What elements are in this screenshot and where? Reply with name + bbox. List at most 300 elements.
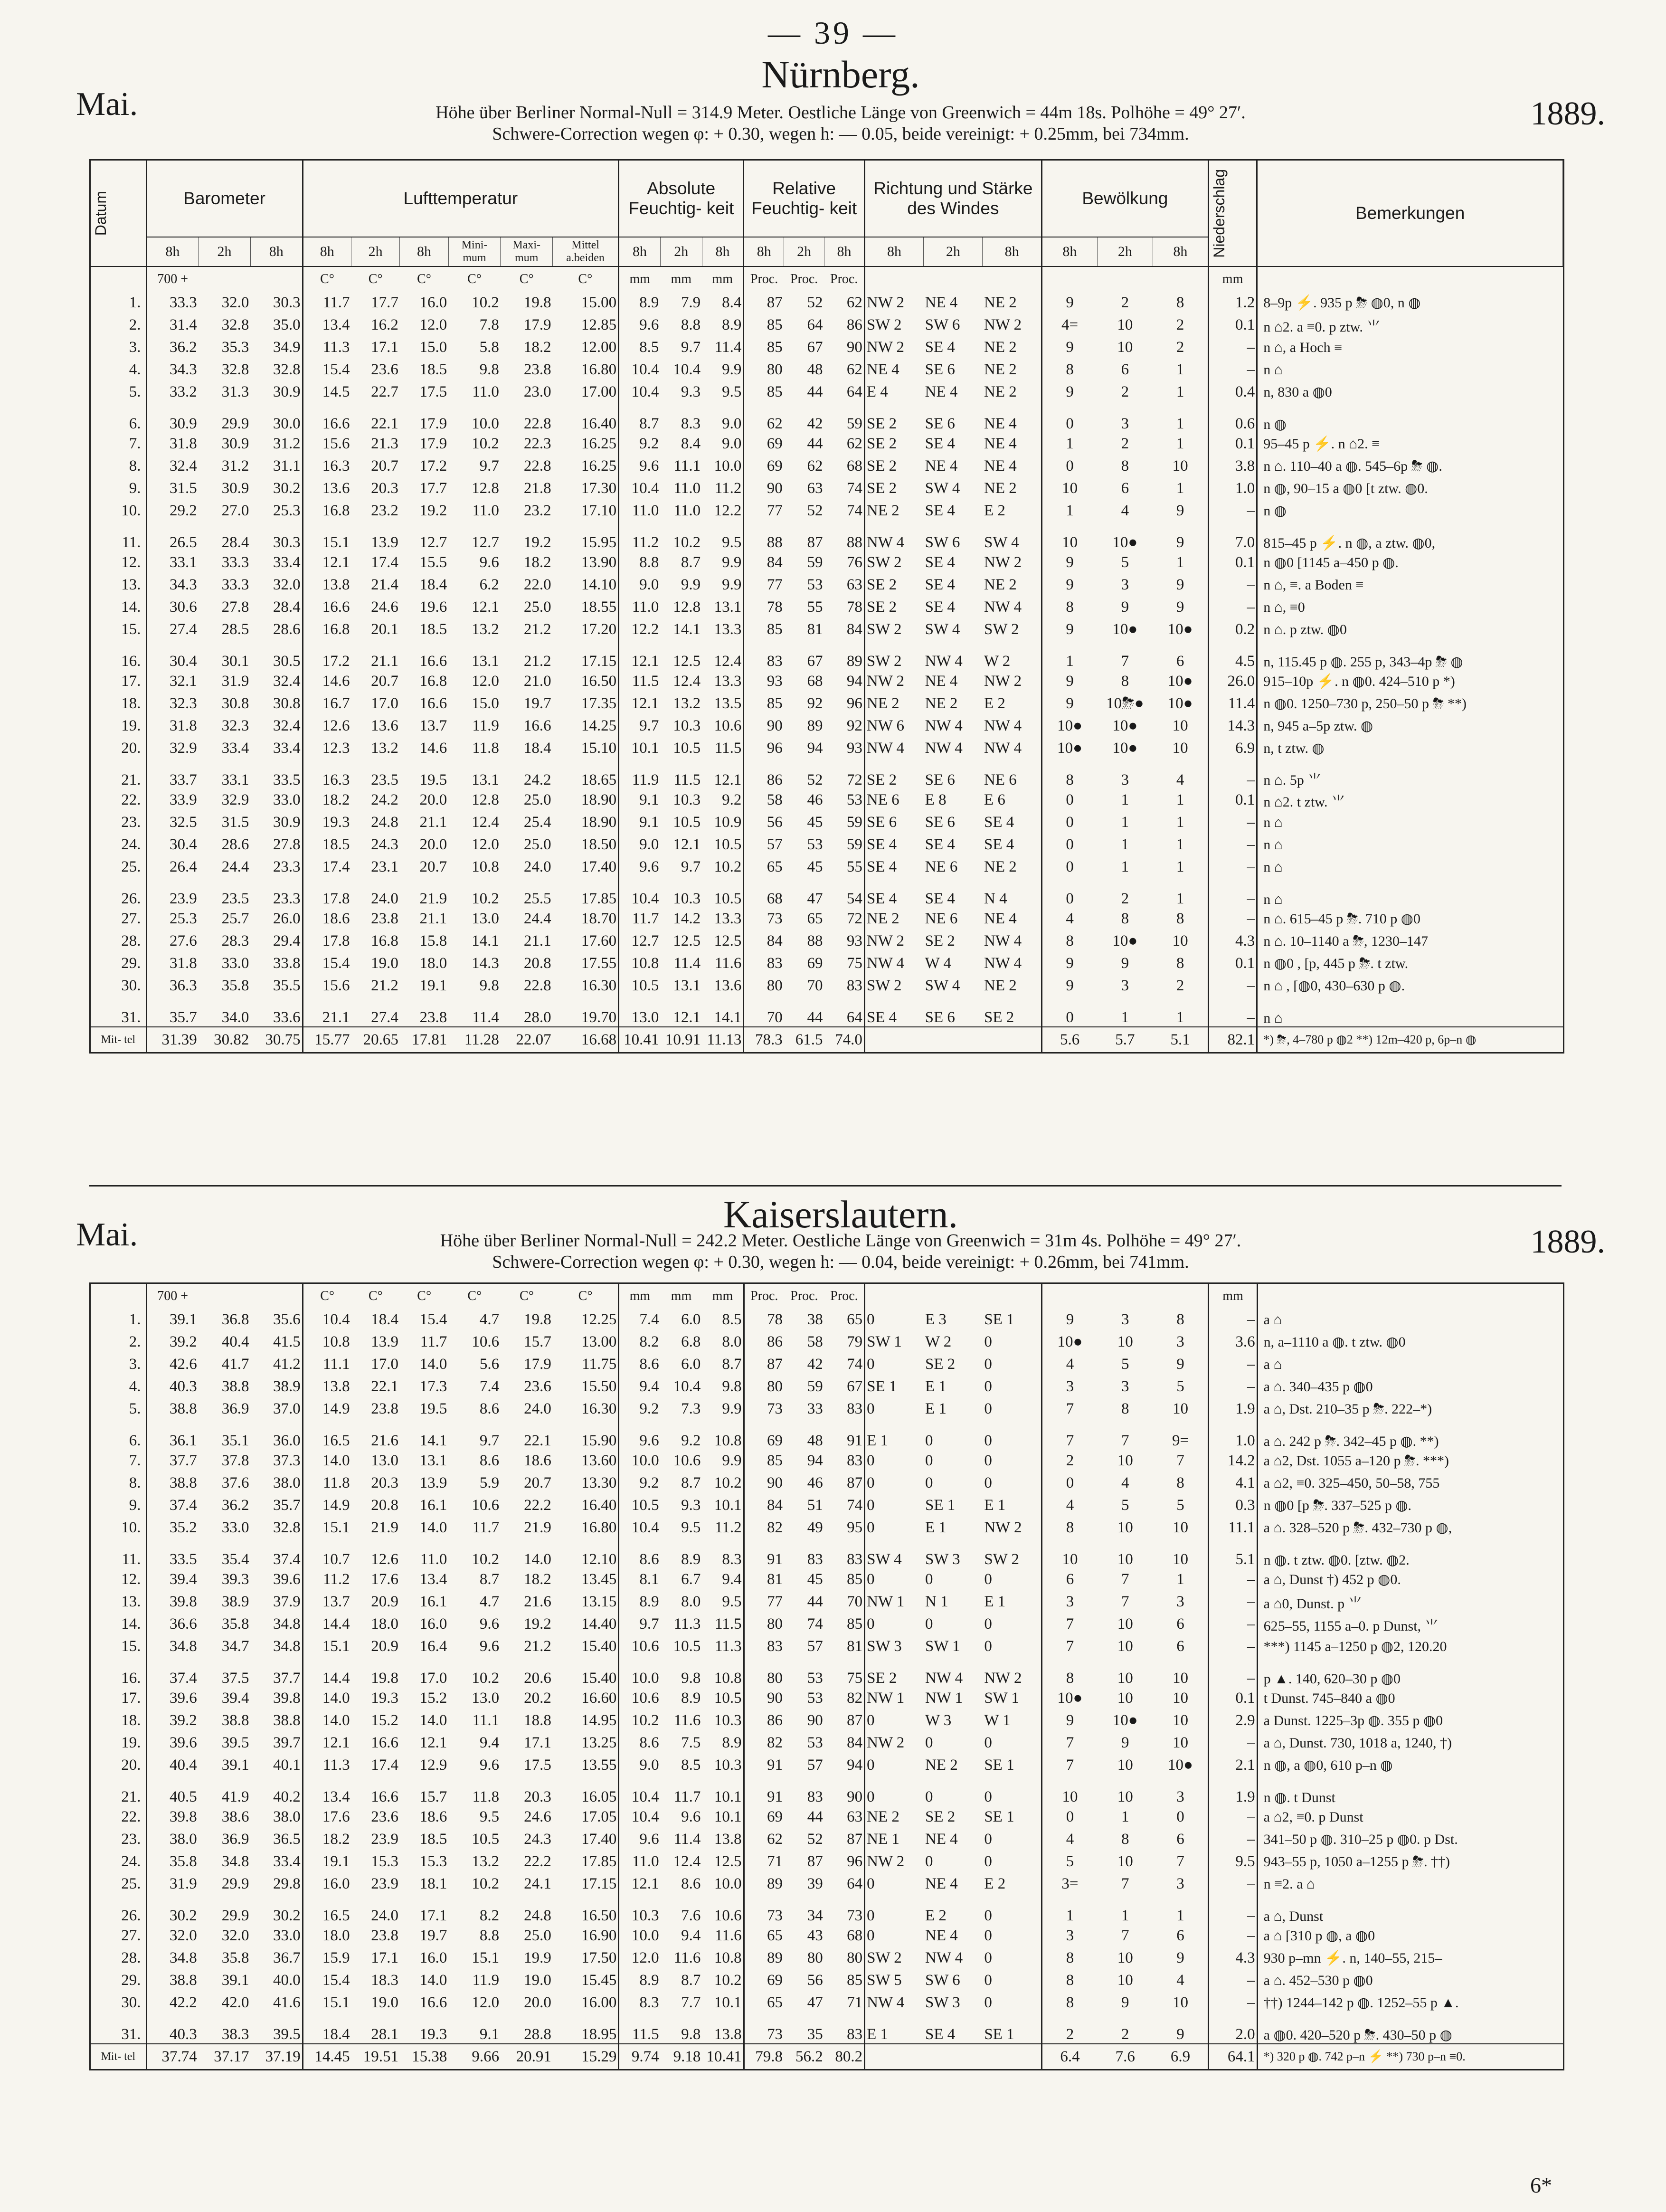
wind-8h-cell: SE 2 [864, 433, 923, 455]
temp-8h-cell: 13.7 [303, 1591, 351, 1613]
column-header-barometer: Barometer [146, 161, 303, 237]
wind-2h-cell: SE 2 [925, 1356, 956, 1373]
abs-8h-cell: 10.6 [619, 1635, 661, 1658]
unit-label: Proc. [830, 272, 858, 286]
wind-2h-cell: SW 3 [925, 1551, 960, 1568]
cloud-8h-evening-cell: 1 [1176, 836, 1184, 853]
cloud-2h-cell: 10 [1117, 1615, 1133, 1633]
temp-2h-cell: 17.6 [371, 1571, 398, 1588]
unit-label: mm [671, 272, 692, 286]
baro-8h-evening-cell: 30.9 [273, 383, 301, 400]
precipitation-cell: 0.1 [1208, 952, 1257, 975]
temp-max-cell: 24.3 [524, 1831, 551, 1848]
wind-8h-cell: SW 2 [864, 641, 923, 670]
table-row [91, 1754, 1563, 1776]
day-cell: 27. [121, 910, 141, 927]
temp-8h-evening-cell: 21.1 [419, 814, 447, 831]
footer-signature: 6* [1530, 2173, 1552, 2197]
temp-max-cell: 25.0 [523, 598, 551, 616]
temp-2h-cell: 21.1 [371, 653, 398, 670]
baro-2h-cell: 36.8 [221, 1311, 249, 1328]
day-cell: 1. [129, 294, 141, 311]
abs-2h-cell: 11.7 [673, 1788, 701, 1805]
rel-8h-evening-cell: 88 [846, 534, 862, 551]
mean-baro-2h: 30.82 [199, 1027, 251, 1052]
mean-cloud-2h: 7.6 [1098, 2044, 1153, 2069]
baro-2h-cell: 34.7 [221, 1638, 249, 1655]
baro-8h-cell: 32.4 [146, 455, 199, 477]
precipitation-cell: – [1208, 834, 1257, 856]
rel-8h-evening-cell: 87 [847, 1831, 863, 1848]
baro-8h-evening-cell: 35.6 [273, 1311, 301, 1328]
temp-mean-cell: 16.00 [581, 1994, 617, 2011]
baro-8h-cell: 37.4 [146, 1494, 199, 1517]
precipitation-cell: – [1209, 1806, 1257, 1828]
rel-2h-cell: 87 [807, 534, 823, 551]
rel-2h-cell: 52 [807, 771, 823, 788]
precipitation-cell: 0.3 [1209, 1494, 1257, 1517]
units-datum [91, 1284, 146, 1309]
temp-8h-cell: 10.4 [303, 1309, 351, 1331]
day-cell: 25. [121, 858, 141, 875]
rel-2h-cell: 45 [807, 858, 823, 875]
wind-2h-cell: SE 6 [925, 814, 955, 831]
rel-8h-cell: 85 [744, 1450, 784, 1472]
remark-cell: 930 p–mn ⚡. n, 140–55, 215– [1257, 1947, 1563, 1969]
temp-min-cell: 12.4 [472, 814, 499, 831]
baro-8h-evening-cell: 30.3 [273, 534, 301, 551]
abs-8h-evening-cell: 10.1 [714, 1497, 742, 1514]
temp-mean-cell: 17.85 [581, 1853, 617, 1870]
gravity-correction-line: Schwere-Correction wegen φ: + 0.30, wegen h: — 0.05, beide vereinigt: + 0.25mm, bei 734mm. [492, 124, 1189, 144]
temp-8h-evening-cell: 18.1 [419, 1875, 447, 1892]
wind-2h-cell: NE 4 [925, 1875, 958, 1892]
rel-8h-cell: 73 [744, 1398, 784, 1420]
cloud-8h-evening-cell: 1 [1176, 554, 1184, 571]
mean-row [91, 2044, 1563, 2069]
cloud-8h-cell: 9 [1041, 670, 1097, 693]
abs-8h-evening-cell: 9.5 [722, 534, 742, 551]
rel-2h-cell: 81 [807, 621, 823, 638]
baro-2h-cell: 28.3 [221, 932, 249, 949]
abs-8h-cell: 10.4 [619, 1517, 661, 1539]
temp-8h-cell: 11.2 [303, 1568, 351, 1591]
wind-8h-cell: NW 4 [864, 737, 923, 759]
abs-8h-cell: 8.6 [619, 1353, 661, 1376]
temp-max-cell: 23.6 [524, 1378, 551, 1395]
abs-8h-evening-cell: 10.6 [714, 717, 742, 734]
abs-8h-cell: 11.0 [619, 500, 661, 522]
day-cell: 17. [121, 1690, 141, 1707]
baro-8h-cell: 38.8 [146, 1398, 199, 1420]
abs-8h-cell: 9.7 [619, 715, 661, 737]
subheader-time: 2h [199, 237, 251, 266]
temp-8h-cell: 11.3 [303, 336, 351, 359]
temp-mean-cell: 16.30 [581, 977, 617, 994]
abs-2h-cell: 13.2 [673, 695, 701, 712]
temp-8h-cell: 14.4 [303, 1658, 351, 1687]
precipitation-cell: 1.9 [1209, 1398, 1257, 1420]
rel-2h-cell: 64 [807, 316, 823, 333]
wind-8h-evening-cell: SW 2 [984, 1551, 1019, 1568]
baro-8h-cell: 33.2 [146, 381, 199, 403]
temp-mean-cell: 12.10 [581, 1551, 617, 1568]
temp-min-cell: 10.5 [472, 1831, 500, 1848]
wind-2h-cell: NE 4 [925, 383, 958, 400]
day-cell: 4. [129, 1378, 141, 1395]
baro-8h-cell: 38.0 [146, 1828, 199, 1851]
wind-2h-cell: SW 6 [925, 316, 960, 333]
abs-8h-evening-cell: 11.6 [715, 1927, 742, 1944]
cloud-8h-cell: 10● [1041, 737, 1097, 759]
precipitation-cell: – [1208, 856, 1257, 878]
temp-mean-cell: 13.00 [581, 1333, 617, 1350]
subheader-time: 8h [303, 237, 351, 266]
cloud-8h-evening-cell: 3 [1176, 1875, 1184, 1892]
mean-wind-8h-evening [983, 1027, 1041, 1052]
wind-2h-cell: SE 6 [925, 1009, 955, 1026]
abs-8h-evening-cell: 10.3 [714, 1756, 742, 1774]
table-row [91, 997, 1563, 1027]
units-datum [91, 266, 146, 292]
abs-2h-cell: 8.6 [681, 1875, 701, 1892]
baro-8h-evening-cell: 36.5 [273, 1831, 301, 1848]
abs-8h-evening-cell: 9.2 [722, 791, 742, 808]
rel-8h-evening-cell: 94 [846, 673, 862, 690]
abs-2h-cell: 8.4 [681, 435, 701, 452]
temp-max-cell: 24.0 [524, 1400, 551, 1417]
temp-8h-cell: 13.8 [303, 1376, 351, 1398]
baro-8h-evening-cell: 30.9 [273, 814, 301, 831]
day-cell: 21. [121, 771, 141, 788]
temp-2h-cell: 16.2 [371, 316, 398, 333]
temp-8h-cell: 12.1 [303, 551, 351, 574]
mean-abs-2h: 9.18 [661, 2044, 702, 2069]
baro-2h-cell: 42.0 [221, 1994, 249, 2011]
wind-8h-cell: SW 4 [865, 1539, 924, 1568]
temp-8h-evening-cell: 19.2 [419, 502, 447, 519]
temp-2h-cell: 17.7 [371, 294, 398, 311]
temp-2h-cell: 23.6 [371, 361, 398, 378]
temp-max-cell: 23.0 [523, 383, 551, 400]
day-cell: 1. [129, 1311, 141, 1328]
day-cell: 16. [121, 653, 141, 670]
temp-min-cell: 13.1 [472, 771, 499, 788]
temp-mean-cell: 18.90 [581, 791, 617, 808]
abs-8h-evening-cell: 11.6 [714, 955, 742, 972]
mean-wind-2h [924, 1027, 983, 1052]
subheader-mittel: Mittel a.beiden [553, 237, 619, 266]
abs-8h-evening-cell: 11.2 [714, 480, 742, 497]
remark-cell: n ◍0. 1250–730 p, 250–50 p ⛈ **) [1257, 693, 1563, 715]
cloud-8h-evening-cell: 9 [1176, 502, 1184, 519]
temp-mean-cell: 18.70 [581, 910, 617, 927]
wind-8h-cell: NW 2 [864, 930, 923, 952]
abs-8h-cell: 10.4 [619, 381, 661, 403]
wind-8h-evening-cell: 0 [984, 1927, 992, 1944]
wind-8h-cell: SE 2 [864, 477, 923, 500]
rel-8h-cell: 65 [744, 1992, 784, 2014]
rel-8h-cell: 88 [744, 522, 784, 551]
remark-cell: a ⌂. 452–530 p ◍0 [1257, 1969, 1563, 1992]
rel-2h-cell: 88 [807, 932, 823, 949]
temp-2h-cell: 24.0 [371, 1907, 398, 1924]
baro-8h-cell: 27.4 [146, 618, 199, 641]
baro-2h-cell: 33.0 [221, 1519, 249, 1536]
remark-cell: ††) 1244–142 p ◍. 1252–55 p ▲. [1257, 1992, 1563, 2014]
month-label: Mai. [76, 86, 138, 123]
remark-cell: a ⌂, Dst. 210–35 p ⛈. 222–*) [1257, 1398, 1563, 1420]
rel-2h-cell: 53 [807, 1734, 823, 1751]
rel-8h-evening-cell: 62 [846, 294, 862, 311]
nuernberg-table-block [89, 159, 1564, 1054]
rel-8h-cell: 86 [744, 759, 784, 789]
rel-2h-cell: 44 [807, 1009, 823, 1026]
rel-8h-cell: 65 [744, 1925, 784, 1947]
wind-8h-evening-cell: NW 2 [984, 1519, 1022, 1536]
table-row [91, 1353, 1563, 1376]
remark-cell: a ⌂. 242 p ⛈. 342–45 p ◍. **) [1257, 1420, 1563, 1450]
abs-2h-cell: 11.6 [673, 1949, 701, 1966]
temp-mean-cell: 15.10 [581, 740, 617, 757]
precipitation-cell: – [1209, 1353, 1257, 1376]
abs-2h-cell: 11.4 [673, 1831, 701, 1848]
cloud-8h-cell: 9 [1041, 336, 1097, 359]
remark-cell: a ⌂, Dunst [1257, 1895, 1563, 1925]
temp-min-cell: 8.6 [479, 1452, 500, 1469]
remark-cell: n ⌂, ≡. a Boden ≡ [1257, 574, 1563, 596]
wind-2h-cell: 0 [925, 1734, 933, 1751]
wind-8h-cell: SE 2 [864, 574, 923, 596]
temp-8h-cell: 15.1 [303, 522, 351, 551]
abs-2h-cell: 6.8 [681, 1333, 701, 1350]
rel-8h-cell: 90 [744, 477, 784, 500]
baro-8h-cell: 30.4 [146, 641, 199, 670]
subheader-time: 8h [744, 237, 784, 266]
mean-wind-8h [865, 2044, 924, 2069]
cloud-2h-cell: 6 [1121, 480, 1129, 497]
baro-8h-cell: 33.7 [146, 759, 199, 789]
cloud-2h-cell: 7 [1121, 1432, 1129, 1449]
abs-2h-cell: 8.3 [681, 415, 701, 432]
day-cell: 2. [129, 316, 141, 333]
cloud-8h-cell: 8 [1042, 1992, 1098, 2014]
cloud-8h-evening-cell: 10 [1172, 932, 1188, 949]
temp-mean-cell: 16.80 [581, 1519, 617, 1536]
abs-8h-evening-cell: 10.0 [714, 1875, 742, 1892]
table-row [91, 1992, 1563, 2014]
baro-8h-evening-cell: 23.3 [273, 890, 301, 907]
remark-cell: n ◍, a ◍0, 610 p–n ◍ [1257, 1754, 1563, 1776]
mean-remark: *) ⛈, 4–780 p ◍2 **) 12m–420 p, 6p–n ◍ [1257, 1027, 1563, 1052]
wind-2h-cell: NW 4 [925, 1670, 963, 1687]
table-row [91, 1873, 1563, 1895]
temp-max-cell: 14.0 [524, 1551, 551, 1568]
day-cell: 13. [121, 576, 141, 593]
abs-2h-cell: 12.4 [673, 673, 701, 690]
mean-wind-8h [864, 1027, 923, 1052]
cloud-8h-evening-cell: 6 [1176, 1927, 1184, 1944]
table-row [91, 1398, 1563, 1420]
temp-8h-cell: 15.9 [303, 1947, 351, 1969]
temp-8h-cell: 18.5 [303, 834, 351, 856]
temp-mean-cell: 17.15 [581, 653, 617, 670]
baro-8h-cell: 30.6 [146, 596, 199, 618]
cloud-8h-cell: 10● [1042, 1331, 1098, 1353]
temp-min-cell: 8.6 [479, 1400, 500, 1417]
rel-8h-cell: 96 [744, 737, 784, 759]
temp-min-cell: 5.6 [479, 1356, 500, 1373]
rel-8h-cell: 90 [744, 715, 784, 737]
cloud-8h-evening-cell: 1 [1176, 415, 1184, 432]
cloud-8h-cell: 4 [1042, 1828, 1098, 1851]
wind-8h-evening-cell: NE 4 [984, 910, 1017, 927]
rel-2h-cell: 87 [807, 1853, 823, 1870]
temp-8h-cell: 13.4 [303, 314, 351, 336]
rel-8h-cell: 80 [744, 359, 784, 381]
temp-max-cell: 25.0 [523, 791, 551, 808]
wind-8h-evening-cell: NW 4 [984, 740, 1022, 757]
baro-8h-evening-cell: 33.0 [273, 1927, 301, 1944]
abs-8h-evening-cell: 9.0 [722, 435, 742, 452]
rel-8h-cell: 85 [744, 693, 784, 715]
remark-cell: 943–55 p, 1050 a–1255 p ⛈. ††) [1257, 1851, 1563, 1873]
temp-max-cell: 20.2 [524, 1690, 551, 1707]
remark-cell: 341–50 p ◍. 310–25 p ◍0. p Dst. [1257, 1828, 1563, 1851]
rel-8h-evening-cell: 72 [846, 910, 862, 927]
wind-8h-evening-cell: 0 [984, 1638, 992, 1655]
baro-8h-cell: 31.4 [146, 314, 199, 336]
rel-2h-cell: 46 [807, 791, 823, 808]
precipitation-cell: 0.1 [1208, 433, 1257, 455]
wind-2h-cell: SE 4 [925, 2026, 956, 2043]
temp-8h-evening-cell: 15.2 [419, 1690, 447, 1707]
wind-8h-cell: NW 2 [865, 1851, 924, 1873]
cloud-8h-cell: 1 [1041, 500, 1097, 522]
baro-2h-cell: 38.8 [221, 1378, 249, 1395]
rel-8h-cell: 80 [744, 1613, 784, 1635]
remark-cell: 815–45 p ⚡. n ◍, a ztw. ◍0, [1257, 522, 1563, 551]
temp-mean-cell: 16.50 [581, 673, 617, 690]
table-row [91, 551, 1563, 574]
temp-8h-evening-cell: 17.2 [419, 457, 447, 475]
rel-8h-cell: 91 [744, 1776, 784, 1806]
table-row [91, 359, 1563, 381]
baro-8h-cell: 33.9 [146, 789, 199, 811]
table-row [91, 1925, 1563, 1947]
temp-2h-cell: 16.6 [371, 1734, 398, 1751]
abs-8h-evening-cell: 11.2 [715, 1519, 742, 1536]
baro-2h-cell: 40.4 [221, 1333, 249, 1350]
temp-max-cell: 22.8 [523, 977, 551, 994]
cloud-2h-cell: 10● [1112, 932, 1138, 949]
precipitation-cell: – [1208, 596, 1257, 618]
cloud-2h-cell: 10 [1117, 339, 1133, 356]
temp-min-cell: 10.2 [472, 294, 499, 311]
temp-max-cell: 21.2 [523, 621, 551, 638]
baro-8h-evening-cell: 35.5 [273, 977, 301, 994]
cloud-2h-cell: 9 [1121, 598, 1129, 616]
unit-label: mm [712, 272, 733, 286]
cloud-8h-cell: 4 [1042, 1494, 1098, 1517]
temp-min-cell: 5.9 [479, 1474, 500, 1491]
baro-8h-evening-cell: 30.2 [273, 1907, 301, 1924]
unit-label [1098, 1284, 1153, 1309]
rel-2h-cell: 52 [807, 502, 823, 519]
rel-8h-cell: 70 [744, 997, 784, 1027]
temp-mean-cell: 15.40 [581, 1638, 617, 1655]
baro-2h-cell: 27.8 [221, 598, 249, 616]
baro-8h-evening-cell: 41.6 [273, 1994, 301, 2011]
wind-2h-cell: SW 4 [925, 621, 960, 638]
rel-2h-cell: 35 [807, 2026, 823, 2043]
day-cell: 5. [129, 383, 141, 400]
baro-8h-evening-cell: 37.4 [273, 1551, 301, 1568]
unit-label: C° [417, 272, 431, 286]
remark-cell: a ⌂0, Dunst. p ⺌ [1257, 1591, 1563, 1613]
temp-8h-cell: 18.4 [303, 2014, 351, 2044]
table-row [91, 336, 1563, 359]
baro-8h-evening-cell: 28.4 [273, 598, 301, 616]
cloud-8h-cell: 8 [1042, 1658, 1098, 1687]
wind-2h-cell: SE 4 [925, 339, 955, 356]
temp-2h-cell: 22.7 [371, 383, 398, 400]
cloud-8h-cell: 0 [1041, 834, 1097, 856]
baro-2h-cell: 39.3 [221, 1571, 249, 1588]
abs-2h-cell: 12.1 [673, 1009, 701, 1026]
precipitation-cell: 4.3 [1208, 930, 1257, 952]
temp-8h-evening-cell: 19.3 [419, 2026, 447, 2043]
column-header-relative-feuchtigkeit: Relative Feuchtig- keit [744, 161, 864, 237]
unit-label: C° [417, 1289, 432, 1303]
remark-cell: n ⌂ , [◍0, 430–630 p ◍. [1257, 975, 1563, 997]
remark-cell: a ⌂, Dunst. 730, 1018 a, 1240, †) [1257, 1732, 1563, 1754]
cloud-8h-evening-cell: 9 [1176, 2026, 1184, 2043]
day-cell: 30. [121, 977, 141, 994]
cloud-8h-evening-cell: 10 [1173, 1712, 1188, 1729]
rel-8h-cell: 83 [744, 952, 784, 975]
wind-2h-cell: SE 4 [925, 502, 955, 519]
wind-8h-cell: SW 2 [864, 314, 923, 336]
rel-8h-evening-cell: 74 [847, 1497, 863, 1514]
temp-8h-evening-cell: 21.9 [419, 890, 447, 907]
temp-min-cell: 9.6 [479, 1615, 500, 1633]
rel-8h-cell: 69 [744, 1969, 784, 1992]
temp-mean-cell: 16.25 [581, 435, 617, 452]
rel-8h-evening-cell: 90 [846, 339, 862, 356]
temp-max-cell: 18.8 [524, 1712, 551, 1729]
temp-max-cell: 22.8 [523, 457, 551, 475]
temp-mean-cell: 13.45 [581, 1571, 617, 1588]
table-row [91, 1776, 1563, 1806]
wind-8h-evening-cell: SW 4 [984, 534, 1019, 551]
wind-8h-evening-cell: NE 6 [984, 771, 1017, 788]
baro-8h-cell: 36.2 [146, 336, 199, 359]
cloud-2h-cell: 9 [1121, 1994, 1129, 2011]
table-row [91, 433, 1563, 455]
cloud-2h-cell: 8 [1121, 1400, 1129, 1417]
unit-label [199, 266, 251, 292]
unit-label [1042, 1284, 1098, 1309]
table-row [91, 1687, 1563, 1709]
baro-2h-cell: 39.1 [221, 1756, 249, 1774]
temp-2h-cell: 13.0 [371, 1452, 398, 1469]
wind-8h-cell: NW 4 [864, 952, 923, 975]
cloud-8h-cell: 9 [1041, 952, 1097, 975]
abs-8h-evening-cell: 10.1 [714, 1994, 742, 2011]
unit-label: C° [578, 1289, 593, 1303]
precipitation-cell: 14.2 [1209, 1450, 1257, 1472]
